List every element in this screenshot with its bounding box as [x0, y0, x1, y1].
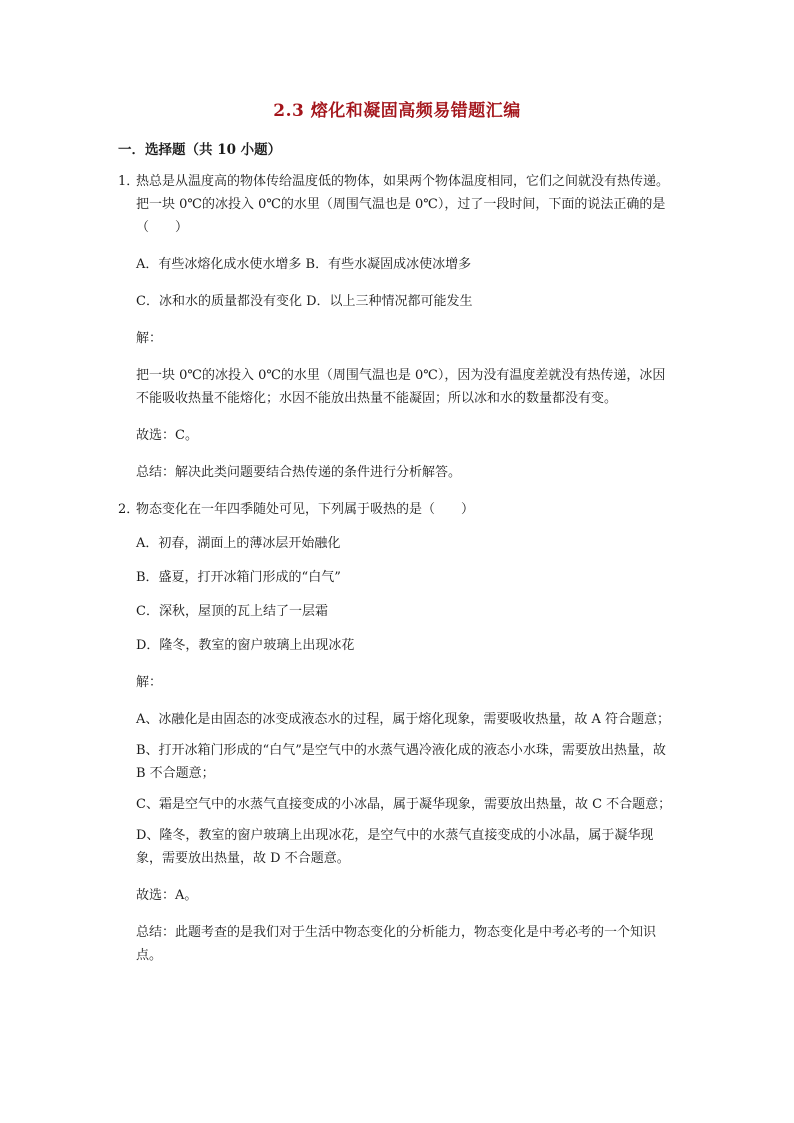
question-2-number: 2． [118, 502, 140, 517]
document-content [118, 170, 678, 967]
question-2-analysis-a: A、冰融化是由固态的冰变成液态水的过程，属于熔化现象，需要吸收热量，故 A 符合题意； [136, 712, 671, 727]
question-2-analysis-d: D、隆冬，教室的窗户玻璃上出现冰花，是空气中的水蒸气直接变成的小冰晶，属于凝华现象，需要放出热量，故 D 不合题意。 [136, 828, 654, 866]
question-1-solution-label: 解： [136, 331, 163, 346]
section-heading: 一．选择题（共 10 小题） [118, 142, 282, 158]
question-2-solution-label: 解： [136, 675, 163, 690]
question-2-option-a: A．初春，湖面上的薄冰层开始融化 [136, 536, 341, 551]
question-1-analysis: 把一块 0℃的冰投入 0℃的水里（周围气温也是 0℃），因为没有温度差就没有热传递，冰因不能吸收热量不能熔化；水因不能放出热量不能凝固；所以冰和水的数量都没有变。 [136, 368, 666, 406]
question-1-options-ab: A．有些冰熔化成水使水增多 B．有些水凝固成冰使冰增多 [136, 257, 472, 272]
question-2-analysis-c: C、霜是空气中的水蒸气直接变成的小冰晶，属于凝华现象，需要放出热量，故 C 不合题意； [136, 797, 672, 812]
question-2-stem [118, 498, 678, 521]
question-1-options-cd: C．冰和水的质量都没有变化 D．以上三种情况都可能发生 [136, 294, 473, 309]
document-title: 2.3 熔化和凝固高频易错题汇编 [273, 101, 521, 121]
question-2-summary: 总结：此题考查的是我们对于生活中物态变化的分析能力，物态变化是中考必考的一个知识点。 [136, 925, 657, 963]
question-1-number: 1． [118, 174, 140, 189]
question-2-answer: 故选：A。 [136, 888, 198, 903]
question-1-summary: 总结：解决此类问题要结合热传递的条件进行分析解答。 [136, 465, 462, 480]
question-1-answer: 故选：C。 [136, 428, 198, 443]
question-2-text: 物态变化在一年四季随处可见，下列属于吸热的是（ ） [136, 502, 475, 517]
question-1-text: 热总是从温度高的物体传给温度低的物体，如果两个物体温度相同，它们之间就没有热传递。把一块 0℃的冰投入 0℃的水里（周围气温也是 0℃），过了一段时间，下面的说法正确的是（ ） [136, 174, 670, 235]
question-2-analysis-b: B、打开冰箱门形成的“白气”是空气中的水蒸气遇冷液化成的液态小水珠，需要放出热量，故 B 不合题意； [136, 743, 666, 781]
question-2-option-d: D．隆冬，教室的窗户玻璃上出现冰花 [136, 638, 355, 653]
question-1-stem [118, 170, 678, 239]
question-2-option-c: C．深秋，屋顶的瓦上结了一层霜 [136, 604, 328, 619]
question-2-option-b: B．盛夏，打开冰箱门形成的“白气” [136, 570, 341, 585]
